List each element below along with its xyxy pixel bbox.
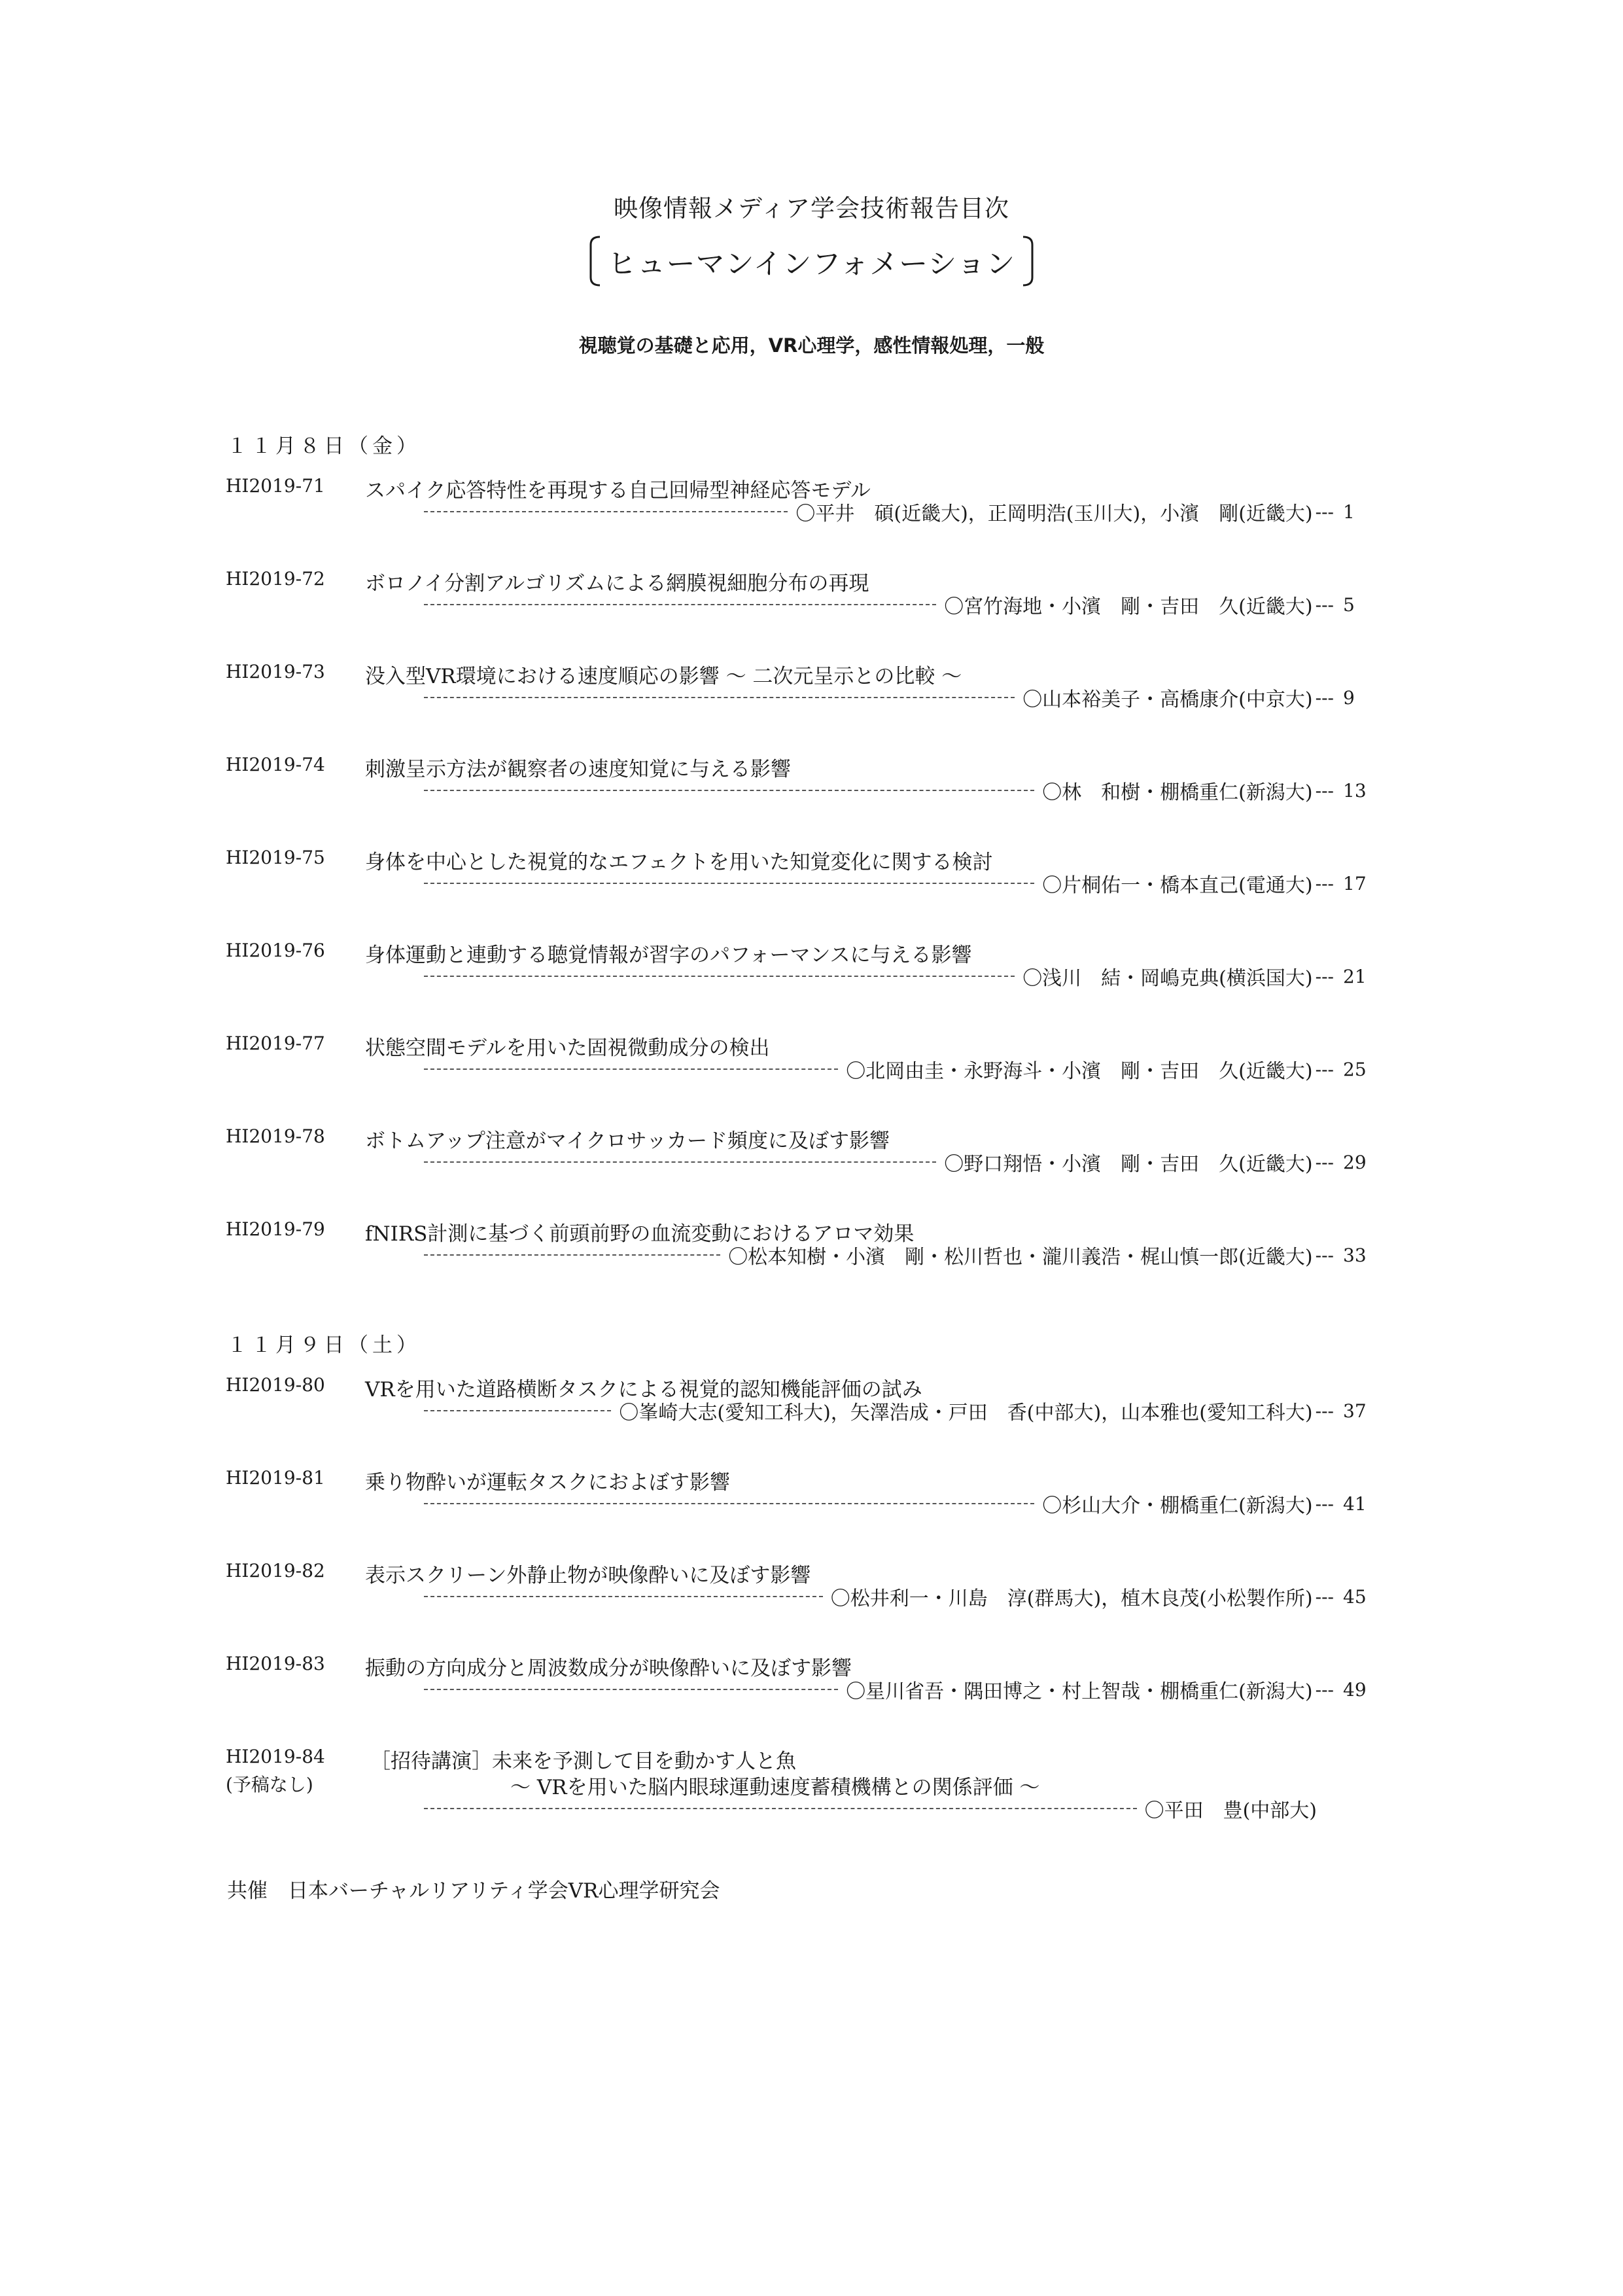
dash-leader <box>424 1069 838 1070</box>
leader-row <box>424 499 1384 525</box>
entry-subtitle: ～ VRを用いた脳内眼球運動速度蓄積機構との関係評価 ～ <box>510 1776 1040 1799</box>
toc-entry <box>0 1653 1623 1725</box>
page-number: 9 <box>1343 686 1355 709</box>
entry-id: HI2019-74 <box>226 754 325 775</box>
entry-id: HI2019-75 <box>226 847 325 868</box>
leader-row <box>424 592 1384 618</box>
toc-entry <box>0 754 1623 826</box>
right-bracket-icon <box>1021 236 1036 287</box>
page-number: 45 <box>1343 1585 1367 1608</box>
dash-leader <box>424 1503 1034 1504</box>
entry-title: ボトムアップ注意がマイクロサッカード頻度に及ぼす影響 <box>365 1129 890 1153</box>
toc-entry <box>0 1467 1623 1539</box>
dash-tail: --- <box>1315 965 1334 987</box>
entry-authors: 〇平田 豊(中部大) <box>1144 1799 1317 1822</box>
entry-title: 状態空間モデルを用いた固視微動成分の検出 <box>365 1036 770 1060</box>
entry-authors: 〇野口翔悟・小濱 剛・吉田 久(近畿大) <box>944 1153 1313 1176</box>
entry-title: fNIRS計測に基づく前頭前野の血流変動におけるアロマ効果 <box>365 1222 915 1246</box>
entry-id: HI2019-71 <box>226 475 325 497</box>
dash-leader <box>424 1808 1137 1809</box>
dash-tail: --- <box>1315 1400 1334 1422</box>
dash-leader <box>424 1689 838 1690</box>
leader-row <box>424 1398 1384 1424</box>
page-number: 29 <box>1343 1151 1367 1173</box>
journal-title: 映像情報メディア学会技術報告目次 <box>613 194 1010 222</box>
page-number: 17 <box>1343 872 1367 894</box>
entry-title: VRを用いた道路横断タスクによる視覚的認知機能評価の試み <box>365 1378 922 1402</box>
leader-row <box>424 870 1384 896</box>
cosponsor-note: 共催 日本バーチャルリアリティ学会VR心理学研究会 <box>227 1879 720 1903</box>
leader-row <box>424 777 1384 804</box>
entry-authors: 〇平井 碩(近畿大)，正岡明浩(玉川大)，小濱 剛(近畿大) <box>795 503 1313 525</box>
entry-title: 振動の方向成分と周波数成分が映像酔いに及ぼす影響 <box>365 1657 852 1680</box>
entry-title: ［招待講演］未来を予測して目を動かす人と魚 <box>370 1750 796 1773</box>
entry-title: 乗り物酔いが運転タスクにおよぼす影響 <box>365 1471 730 1494</box>
toc-entry <box>0 1125 1623 1197</box>
page-number: 33 <box>1343 1244 1367 1266</box>
leader-row <box>424 1056 1384 1082</box>
leader-row <box>424 963 1384 989</box>
entry-id: HI2019-79 <box>226 1218 325 1240</box>
entry-note: (予稿なし) <box>226 1774 313 1795</box>
leader-row <box>424 1795 1317 1822</box>
dash-tail: --- <box>1315 1678 1334 1701</box>
page-number: 37 <box>1343 1400 1367 1422</box>
day-heading: １１月９日（土） <box>227 1333 421 1357</box>
dash-leader <box>424 976 1015 977</box>
entry-title: 表示スクリーン外静止物が映像酔いに及ぼす影響 <box>365 1564 811 1587</box>
leader-row <box>424 1676 1384 1703</box>
entry-authors: 〇山本裕美子・高橋康介(中京大) <box>1022 688 1313 711</box>
dash-leader <box>424 1410 611 1411</box>
entry-id: HI2019-82 <box>226 1560 325 1581</box>
dash-leader <box>424 604 936 605</box>
entry-title: 没入型VR環境における速度順応の影響 ～ 二次元呈示との比較 ～ <box>365 665 962 688</box>
dash-tail: --- <box>1315 593 1334 616</box>
entry-id: HI2019-84 <box>226 1746 325 1767</box>
entry-id: HI2019-78 <box>226 1125 325 1147</box>
toc-entry <box>0 940 1623 1012</box>
dash-leader <box>424 511 788 512</box>
entry-authors: 〇星川省吾・隅田博之・村上智哉・棚橋重仁(新潟大) <box>846 1680 1313 1703</box>
toc-entry <box>0 475 1623 547</box>
dash-tail: --- <box>1315 779 1334 802</box>
entry-authors: 〇林 和樹・棚橋重仁(新潟大) <box>1042 781 1313 804</box>
entry-id: HI2019-83 <box>226 1653 325 1674</box>
dash-tail: --- <box>1315 686 1334 709</box>
dash-tail: --- <box>1315 872 1334 894</box>
page-number: 41 <box>1343 1492 1367 1515</box>
leader-row <box>424 684 1384 711</box>
page-number: 5 <box>1343 593 1355 616</box>
dash-leader <box>424 1596 823 1597</box>
dash-tail: --- <box>1315 1244 1334 1266</box>
leader-row <box>424 1242 1384 1268</box>
entry-id: HI2019-73 <box>226 661 325 682</box>
entry-authors: 〇杉山大介・棚橋重仁(新潟大) <box>1042 1494 1313 1517</box>
dash-tail: --- <box>1315 1058 1334 1080</box>
left-bracket-icon <box>587 236 602 287</box>
page-number: 13 <box>1343 779 1367 802</box>
dash-tail: --- <box>1315 1492 1334 1515</box>
entry-authors: 〇松井利一・川島 淳(群馬大)，植木良茂(小松製作所) <box>830 1587 1313 1610</box>
entry-title: 身体運動と連動する聴覚情報が習字のパフォーマンスに与える影響 <box>365 944 972 967</box>
entry-authors: 〇松本知樹・小濱 剛・松川哲也・瀧川義浩・梶山慎一郎(近畿大) <box>728 1246 1313 1269</box>
dash-leader <box>424 1161 936 1163</box>
dash-leader <box>424 790 1034 791</box>
dash-tail: --- <box>1315 1585 1334 1608</box>
entry-id: HI2019-76 <box>226 940 325 961</box>
day-heading: １１月８日（金） <box>227 434 421 458</box>
entry-title: ボロノイ分割アルゴリズムによる網膜視細胞分布の再現 <box>365 572 869 595</box>
entry-authors: 〇北岡由圭・永野海斗・小濱 剛・吉田 久(近畿大) <box>846 1060 1313 1083</box>
toc-entry-invited <box>0 1746 1623 1837</box>
dash-leader <box>424 1254 720 1256</box>
entry-authors: 〇片桐佑一・橋本直己(電通大) <box>1042 874 1313 897</box>
entry-title: スパイク応答特性を再現する自己回帰型神経応答モデル <box>365 479 871 503</box>
toc-entry <box>0 1374 1623 1446</box>
toc-entry <box>0 1033 1623 1104</box>
toc-entry <box>0 568 1623 640</box>
series-title: ヒューマンインフォメーション <box>607 247 1016 281</box>
leader-row <box>424 1583 1384 1610</box>
entry-id: HI2019-81 <box>226 1467 325 1489</box>
entry-id: HI2019-72 <box>226 568 325 590</box>
entry-title: 刺激呈示方法が観察者の速度知覚に与える影響 <box>365 758 791 781</box>
topics-line: 視聴覚の基礎と応用，VR心理学，感性情報処理，一般 <box>578 334 1045 357</box>
toc-entry <box>0 1218 1623 1290</box>
entry-title: 身体を中心とした視覚的なエフェクトを用いた知覚変化に関する検討 <box>365 851 993 874</box>
entry-authors: 〇峯崎大志(愛知工科大)，矢澤浩成・戸田 香(中部大)，山本雅也(愛知工科大) <box>619 1402 1313 1424</box>
dash-tail: --- <box>1315 501 1334 523</box>
entry-authors: 〇浅川 結・岡嶋克典(横浜国大) <box>1022 967 1313 990</box>
entry-id: HI2019-80 <box>226 1374 325 1396</box>
dash-tail: --- <box>1315 1151 1334 1173</box>
page-number: 21 <box>1343 965 1367 987</box>
page-number: 25 <box>1343 1058 1367 1080</box>
page-number: 1 <box>1343 501 1355 523</box>
entry-id: HI2019-77 <box>226 1033 325 1054</box>
page-number: 49 <box>1343 1678 1367 1701</box>
dash-leader <box>424 697 1015 698</box>
series-title-row <box>0 236 1623 288</box>
toc-entry <box>0 1560 1623 1632</box>
toc-entry <box>0 661 1623 733</box>
dash-leader <box>424 883 1034 884</box>
toc-entry <box>0 847 1623 919</box>
leader-row <box>424 1149 1384 1175</box>
leader-row <box>424 1491 1384 1517</box>
entry-authors: 〇宮竹海地・小濱 剛・吉田 久(近畿大) <box>944 595 1313 618</box>
